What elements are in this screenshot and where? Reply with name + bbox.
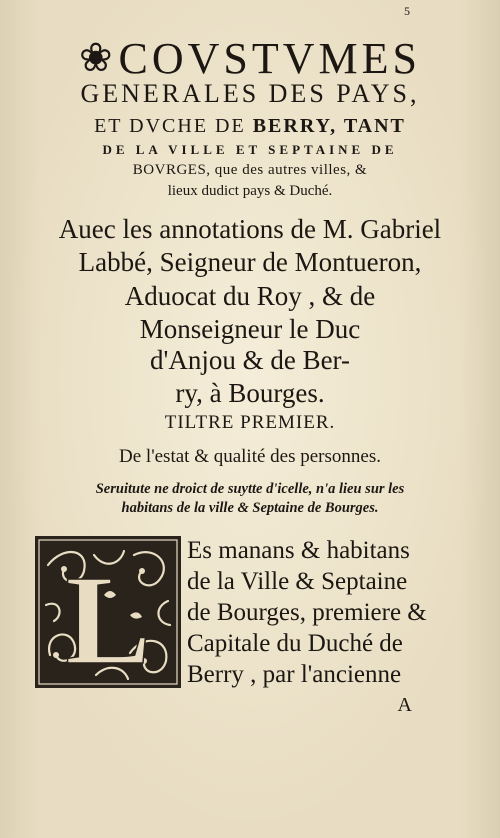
summary-line-1: Seruitute ne droict de suytte d'icelle, n'a lieu sur les	[95, 481, 405, 497]
section-heading: TILTRE PREMIER.	[164, 412, 336, 433]
title-line-6: lieux dudict pays & Duché.	[167, 183, 333, 199]
annotation-line-3: Aduocat du Roy , & de	[124, 281, 376, 311]
body-line-1: Es manans & habitans	[187, 537, 410, 564]
title-line-4: DE LA VILLE ET SEPTAINE DE	[102, 142, 398, 157]
page-mark: 5	[404, 4, 410, 18]
fleuron-ornament-icon: ❀	[78, 35, 117, 80]
title-line-3-bold: BERRY, TANT	[252, 115, 406, 137]
body-line-4: Capitale du Duché de	[187, 630, 403, 657]
body-line-3: de Bourges, premiere &	[187, 599, 427, 626]
section-subheading: De l'estat & qualité des personnes.	[119, 446, 381, 467]
annotation-line-1: Auec les annotations de M. Gabriel	[58, 214, 442, 244]
title-line-3	[0, 115, 500, 138]
title-line-1	[0, 33, 500, 84]
title-main: COVSTVMES	[118, 34, 421, 83]
body-line-2: de la Ville & Septaine	[187, 568, 408, 595]
title-line-3-plain: ET DVCHE DE	[94, 115, 253, 137]
annotation-line-2: Labbé, Seigneur de Montueron,	[78, 247, 422, 277]
initial-letter: L	[65, 549, 151, 689]
annotation-line-6: ry, à Bourges.	[175, 378, 325, 408]
annotation-line-5: d'Anjou & de Ber-	[149, 345, 351, 375]
catchword: A	[397, 694, 412, 716]
annotation-line-4: Monseigneur le Duc	[139, 314, 361, 344]
title-line-2: GENERALES DES PAYS,	[80, 79, 420, 108]
body-line-5: Berry , par l'ancienne	[187, 661, 402, 688]
title-line-5: BOVRGES, que des autres villes, &	[132, 162, 368, 178]
summary-line-2: habitans de la ville & Septaine de Bourges.	[121, 500, 379, 516]
decorated-initial-icon	[34, 535, 182, 689]
